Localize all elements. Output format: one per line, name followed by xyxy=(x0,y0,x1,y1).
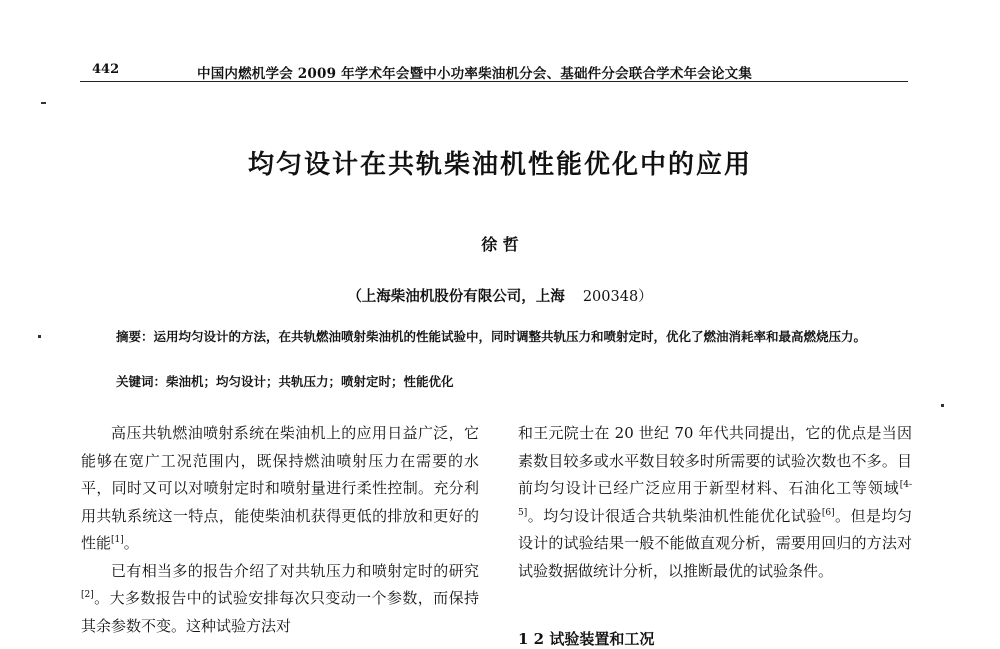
affiliation-text: （上海柴油机股份有限公司，上海 xyxy=(347,288,565,305)
page-number: 442 xyxy=(92,62,120,77)
affiliation xyxy=(0,285,1000,306)
abstract xyxy=(116,326,886,348)
body-paragraph xyxy=(518,420,912,585)
body-column-left xyxy=(81,420,479,640)
paragraph-text: 和王元院士在 20 世纪 70 年代共同提出，它的优点是当因素数目较多或水平数目较多时所需要的试验次数也不多。目前均匀设计已经广泛应用于新型材料、石油化工等领域 xyxy=(518,424,912,497)
citation: [4-5] xyxy=(518,480,912,518)
keywords xyxy=(116,372,886,392)
paragraph-text: 。大多数报告中的试验安排每次只变动一个参数，而保持其余参数不变。这种试验方法对 xyxy=(81,589,479,635)
scan-speck xyxy=(941,404,944,407)
keywords-label: 关键词： xyxy=(116,374,167,389)
abstract-label: 摘要： xyxy=(116,329,154,344)
body-column-right xyxy=(518,420,912,585)
scan-speck xyxy=(41,102,46,104)
scan-speck xyxy=(38,335,41,338)
keywords-text: 柴油机；均匀设计；共轨压力；喷射定时；性能优化 xyxy=(166,374,454,389)
paragraph-text: 。均匀设计很适合共轨柴油机性能优化试验 xyxy=(527,506,822,525)
citation: [2] xyxy=(81,590,94,600)
section-heading-cut: 1 2 试验装置和工况 xyxy=(518,630,655,648)
postcode: 200348） xyxy=(582,289,653,305)
citation: [6] xyxy=(821,507,835,518)
paragraph-text: 。但是均匀设计的试验结果一般不能做直观分析，需要用回归的方法对试验数据做统计分析，以推断最优的试验条件。 xyxy=(518,506,912,580)
citation: [1] xyxy=(111,535,124,545)
author-name: 徐 哲 xyxy=(481,235,519,254)
paragraph-text: 已有相当多的报告介绍了对共轨压力和喷射定时的研究 xyxy=(111,561,479,580)
paragraph-text: 高压共轨燃油喷射系统在柴油机上的应用日益广泛，它能够在宽广工况范围内，既保持燃油喷射压力在需要的水平，同时又可以对喷射定时和喷射量进行柔性控制。充分利用共轨系统这一特点，能使柴油机获得更低的排放和更好的性能 xyxy=(81,424,479,552)
body-paragraph xyxy=(81,420,479,558)
paragraph-text: 。 xyxy=(123,534,139,552)
body-paragraph xyxy=(81,558,479,641)
article-title: 均匀设计在共轨柴油机性能优化中的应用 xyxy=(247,150,752,180)
abstract-text: 运用均匀设计的方法，在共轨燃油喷射柴油机的性能试验中，同时调整共轨压力和喷射定时，优化了燃油消耗率和最高燃烧压力。 xyxy=(153,329,867,344)
running-header: 中国内燃机学会 2009 年学术年会暨中小功率柴油机分会、基础件分会联合学术年会论文集 xyxy=(197,66,753,82)
header-rule xyxy=(80,81,908,82)
